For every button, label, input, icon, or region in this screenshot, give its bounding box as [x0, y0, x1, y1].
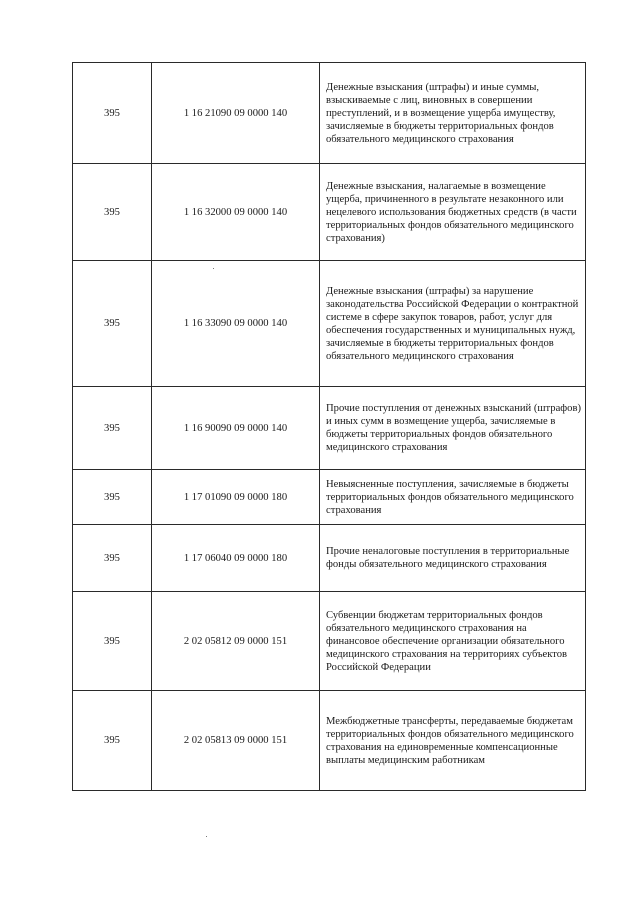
scan-speck — [213, 268, 214, 269]
income-name-text: Денежные взыскания (штрафы) и иные суммы, взыскиваемые с лиц, виновных в совершении преступлений, и в возмещение ущерба имуществу, зачисляемые в бюджеты территориальных фондов обязательного медицинского страхования — [326, 81, 556, 145]
budget-code-cell: 2 02 05812 09 0000 151 — [152, 592, 320, 691]
scan-speck — [206, 836, 207, 837]
income-name-cell — [320, 691, 586, 791]
table-row — [73, 525, 586, 592]
admin-code-cell: 395 — [73, 592, 152, 691]
budget-code-cell: 1 16 21090 09 0000 140 — [152, 63, 320, 164]
income-name-text: Межбюджетные трансферты, передаваемые бюджетам территориальных фондов обязательного медицинского страхования на единовременные компенсационные выплаты медицинским работникам — [326, 715, 574, 766]
budget-codes-table — [72, 62, 586, 791]
admin-code-cell: 395 — [73, 261, 152, 387]
table-row — [73, 691, 586, 791]
income-name-text: Прочие поступления от денежных взысканий (штрафов) и иных сумм в возмещение ущерба, зачисляемые в бюджеты территориальных фондов обязательного медицинского страхования — [326, 403, 581, 453]
budget-code-cell: 1 16 32000 09 0000 140 — [152, 164, 320, 261]
income-name-text: Субвенции бюджетам территориальных фондов обязательного медицинского страхования на финансовое обеспечение организации обязательного медицинского страхования на территориях субъектов Российской Федерации — [326, 609, 568, 673]
table-row — [73, 63, 586, 164]
income-name-text: Прочие неналоговые поступления в территориальные фонды обязательного медицинского страхования — [326, 546, 570, 570]
table-row — [73, 592, 586, 691]
income-name-cell — [320, 525, 586, 592]
table-row — [73, 470, 586, 525]
budget-code-cell: 2 02 05813 09 0000 151 — [152, 691, 320, 791]
budget-code-cell: 1 16 90090 09 0000 140 — [152, 387, 320, 470]
budget-code-cell: 1 17 06040 09 0000 180 — [152, 525, 320, 592]
admin-code-cell: 395 — [73, 63, 152, 164]
table-row — [73, 261, 586, 387]
income-name-text: Денежные взыскания, налагаемые в возмещение ущерба, причиненного в результате незаконного или нецелевого использования бюджетных средств (в части территориальных фондов обязательного медицинского страхования) — [326, 180, 577, 244]
admin-code-cell: 395 — [73, 387, 152, 470]
income-name-cell — [320, 592, 586, 691]
admin-code-cell: 395 — [73, 691, 152, 791]
income-name-text: Денежные взыскания (штрафы) за нарушение законодательства Российской Федерации о контрактной системе в сфере закупок товаров, работ, услуг для обеспечения государственных и муниципальных нужд, зачисляемые в бюджеты территориальных фондов обязательного медицинского страхования — [326, 285, 579, 362]
admin-code-cell: 395 — [73, 470, 152, 525]
admin-code-cell: 395 — [73, 525, 152, 592]
income-name-cell — [320, 470, 586, 525]
income-name-cell — [320, 63, 586, 164]
budget-code-cell: 1 17 01090 09 0000 180 — [152, 470, 320, 525]
budget-code-cell: 1 16 33090 09 0000 140 — [152, 261, 320, 387]
admin-code-cell: 395 — [73, 164, 152, 261]
income-name-cell — [320, 164, 586, 261]
table-row — [73, 164, 586, 261]
income-name-cell — [320, 261, 586, 387]
table-row — [73, 387, 586, 470]
income-name-cell — [320, 387, 586, 470]
income-name-text: Невыясненные поступления, зачисляемые в бюджеты территориальных фондов обязательного медицинского страхования — [326, 478, 574, 516]
